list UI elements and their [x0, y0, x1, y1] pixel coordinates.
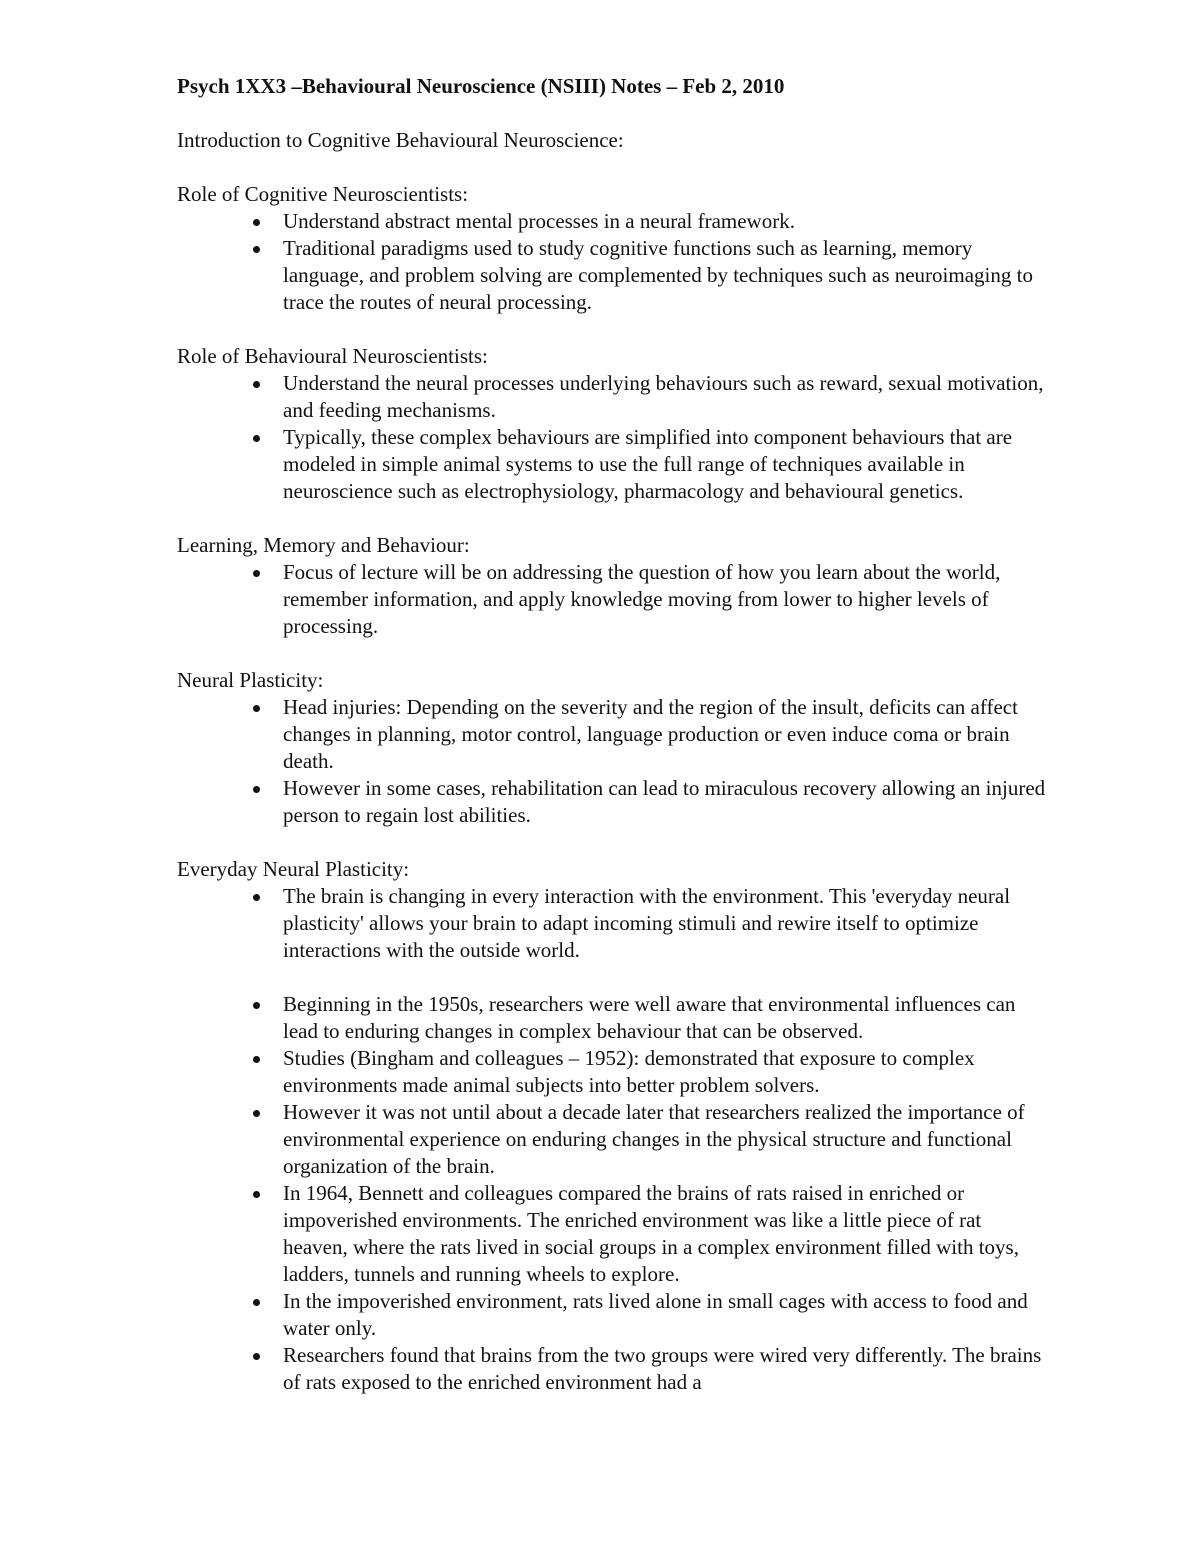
intro-heading: Introduction to Cognitive Behavioural Neuroscience:	[177, 128, 624, 152]
section-heading: Everyday Neural Plasticity:	[177, 857, 410, 881]
bullet-icon	[253, 1056, 260, 1063]
bullet-icon	[253, 219, 260, 226]
list-item-text: However it was not until about a decade later that researchers realized the importance of environmental experience on enduring changes in the physical structure and functional organization of the brain.	[283, 1100, 1025, 1178]
bullet-icon	[253, 246, 260, 253]
section-heading: Role of Cognitive Neuroscientists:	[177, 182, 469, 206]
section-everyday-neural-plasticity	[177, 856, 1050, 1396]
section-cognitive-neuroscientists	[177, 181, 1050, 316]
list-item-text: Focus of lecture will be on addressing the question of how you learn about the world, remember information, and apply knowledge moving from lower to higher levels of processing.	[283, 560, 1001, 638]
bullet-icon	[253, 894, 260, 901]
section-heading: Role of Behavioural Neuroscientists:	[177, 344, 488, 368]
list-item-text: In the impoverished environment, rats lived alone in small cages with access to food and water only.	[283, 1289, 1028, 1340]
list-item	[283, 775, 1050, 829]
list-item	[283, 1099, 1050, 1180]
list-item	[283, 1045, 1050, 1099]
bullet-icon	[253, 570, 260, 577]
list-item-text: The brain is changing in every interaction with the environment. This 'everyday neural plasticity' allows your brain to adapt incoming stimuli and rewire itself to optimize interactions with the outside world.	[283, 884, 1011, 962]
list-item	[283, 424, 1050, 505]
list-item	[283, 235, 1050, 316]
list-item	[283, 1342, 1050, 1396]
list-item-text: In 1964, Bennett and colleagues compared the brains of rats raised in enriched or impoverished environments. The enriched environment was like a little piece of rat heaven, where the rats lived in social groups in a complex environment filled with toys, ladders, tunnels and running wheels to explore.	[283, 1181, 1019, 1286]
list-item	[283, 559, 1050, 640]
bullet-icon	[253, 705, 260, 712]
bullet-list	[177, 694, 1050, 829]
list-item-text: Traditional paradigms used to study cognitive functions such as learning, memory language, and problem solving are complemented by techniques such as neuroimaging to trace the routes of neural processing.	[283, 236, 1033, 314]
bullet-icon	[253, 1299, 260, 1306]
bullet-icon	[253, 1191, 260, 1198]
list-item-text: Studies (Bingham and colleagues – 1952): demonstrated that exposure to complex environments made animal subjects into better problem solvers.	[283, 1046, 975, 1097]
section-behavioural-neuroscientists	[177, 343, 1050, 505]
list-item-text: Understand the neural processes underlying behaviours such as reward, sexual motivation, and feeding mechanisms.	[283, 371, 1044, 422]
list-item	[283, 883, 1050, 964]
list-item-text: Typically, these complex behaviours are simplified into component behaviours that are modeled in simple animal systems to use the full range of techniques available in neuroscience such as electrophysiology, pharmacology and behavioural genetics.	[283, 425, 1013, 503]
list-item-text: Head injuries: Depending on the severity and the region of the insult, deficits can affect changes in planning, motor control, language production or even induce coma or brain death.	[283, 695, 1018, 773]
list-item	[283, 991, 1050, 1045]
bullet-icon	[253, 786, 260, 793]
document-title: Psych 1XX3 –Behavioural Neuroscience (NSIII) Notes – Feb 2, 2010	[177, 74, 785, 98]
list-item-text: However in some cases, rehabilitation can lead to miraculous recovery allowing an injured person to regain lost abilities.	[283, 776, 1046, 827]
bullet-list	[177, 208, 1050, 316]
list-item	[283, 208, 1050, 235]
bullet-list	[177, 559, 1050, 640]
section-heading: Learning, Memory and Behaviour:	[177, 533, 470, 557]
section-neural-plasticity	[177, 667, 1050, 829]
list-item-text: Researchers found that brains from the two groups were wired very differently. The brains of rats exposed to the enriched environment had a	[283, 1343, 1042, 1394]
list-item	[283, 694, 1050, 775]
bullet-icon	[253, 1002, 260, 1009]
bullet-icon	[253, 381, 260, 388]
list-item	[283, 370, 1050, 424]
bullet-icon	[253, 435, 260, 442]
bullet-icon	[253, 1110, 260, 1117]
section-heading: Neural Plasticity:	[177, 668, 324, 692]
section-learning-memory-behaviour	[177, 532, 1050, 640]
bullet-list	[177, 370, 1050, 505]
list-item-text: Beginning in the 1950s, researchers were well aware that environmental influences can lead to enduring changes in complex behaviour that can be observed.	[283, 992, 1016, 1043]
list-item-text: Understand abstract mental processes in a neural framework.	[283, 209, 795, 233]
bullet-icon	[253, 1353, 260, 1360]
list-item	[283, 1180, 1050, 1288]
list-item	[283, 1288, 1050, 1342]
bullet-list	[177, 883, 1050, 1396]
